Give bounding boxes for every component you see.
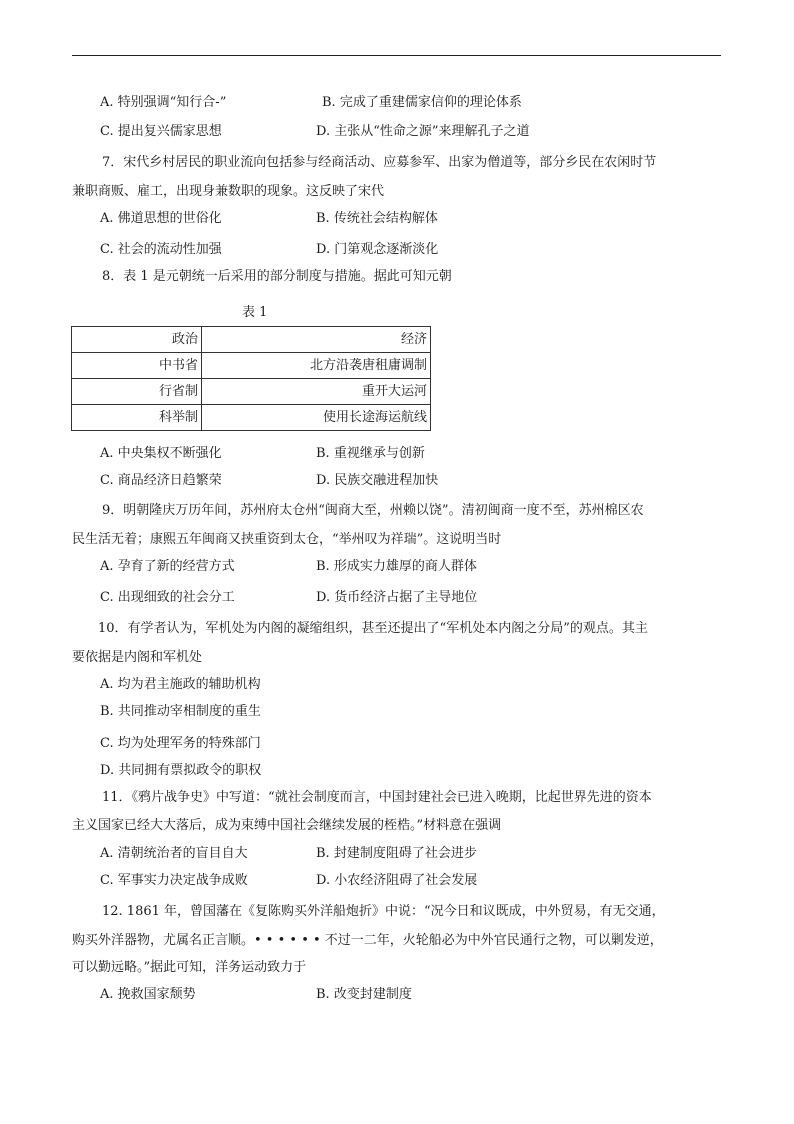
q11-stem-line2: 主义国家已经大大落后，成为束缚中国社会继续发展的桎梏。”材料意在强调: [72, 818, 502, 833]
q10-stem-line1: 10．有学者认为，军机处为内阁的凝缩组织，甚至还提出了“军机处本内阁之分局”的观点。其主: [98, 621, 648, 636]
header-rule: [72, 55, 721, 56]
q9-option-c: C. 出现细致的社会分工: [100, 590, 235, 605]
q8-stem-line1: 8．表 1 是元朝统一后采用的部分制度与措施。据此可知元朝: [102, 269, 452, 284]
q8-option-b: B. 重视继承与创新: [316, 446, 425, 461]
q12-stem-line2: 购买外洋器物，尤属名正言顺。• • • • • • 不过一二年，火轮船必为中外官民通行之物，可以剿发逆，: [72, 933, 663, 948]
q6-option-b: B. 完成了重建儒家信仰的理论体系: [322, 95, 522, 110]
q9-stem-line2: 民生活无着；康熙五年闽商又挟重资到太仓，“举州叹为祥瑞”。这说明当时: [72, 532, 502, 547]
q9-option-a: A. 孕育了新的经营方式: [100, 559, 235, 574]
table-cell: 经济: [201, 327, 430, 353]
q8-option-d: D. 民族交融进程加快: [316, 473, 439, 488]
table-cell: 使用长途海运航线: [201, 405, 430, 431]
table-row: [72, 353, 431, 379]
q11-option-a: A. 清朝统治者的盲目自大: [100, 846, 248, 861]
q9-option-b: B. 形成实力雄厚的商人群体: [316, 559, 477, 574]
q9-option-d: D. 货币经济占据了主导地位: [316, 590, 478, 605]
table-cell: 重开大运河: [201, 379, 430, 405]
q12-stem-line1: 12. 1861 年，曾国藩在《复陈购买外洋船炮折》中说：“况今日和议既成，中外贸易，有无交通，: [102, 904, 665, 919]
table-caption: 表 1: [242, 305, 268, 320]
q11-option-b: B. 封建制度阻碍了社会进步: [316, 846, 477, 861]
q12-option-b: B. 改变封建制度: [316, 987, 412, 1002]
q7-option-c: C. 社会的流动性加强: [100, 242, 222, 257]
table-row: [72, 327, 431, 353]
q10-option-a: A. 均为君主施政的辅助机构: [100, 677, 261, 692]
q7-option-b: B. 传统社会结构解体: [316, 211, 438, 226]
table-cell: 行省制: [72, 379, 202, 405]
q10-option-b: B. 共同推动宰相制度的重生: [100, 704, 261, 719]
q11-stem-line1: 11．《鸦片战争史》中写道：“就社会制度而言，中国封建社会已进入晚期，比起世界先进的资本: [102, 790, 652, 805]
q8-option-c: C. 商品经济日趋繁荣: [100, 473, 222, 488]
q7-stem-line1: 7．宋代乡村居民的职业流向包括参与经商活动、应募参军、出家为僧道等，部分乡民在农闲时节: [102, 155, 657, 170]
q6-option-a: A. 特别强调“知行合-”: [100, 95, 227, 110]
q7-option-d: D. 门第观念逐渐淡化: [316, 242, 439, 257]
q11-option-c: C. 军事实力决定战争成败: [100, 873, 248, 888]
institutions-table: [71, 326, 431, 431]
q6-option-c: C. 提出复兴儒家思想: [100, 124, 222, 139]
q7-option-a: A. 佛道思想的世俗化: [100, 211, 222, 226]
q12-option-a: A. 挽救国家颓势: [100, 987, 196, 1002]
table-cell: 政治: [72, 327, 202, 353]
q10-stem-line2: 要依据是内阁和军机处: [72, 650, 203, 665]
table-cell: 北方沿袭唐租庸调制: [201, 353, 430, 379]
table-cell: 中书省: [72, 353, 202, 379]
q6-option-d: D. 主张从“性命之源”来理解孔子之道: [316, 124, 530, 139]
q11-option-d: D. 小农经济阻碍了社会发展: [316, 873, 478, 888]
table-row: [72, 405, 431, 431]
q10-option-c: C. 均为处理军务的特殊部门: [100, 736, 261, 751]
q7-stem-line2: 兼职商贩、雇工，出现身兼数职的现象。这反映了宋代: [72, 184, 385, 199]
table-cell: 科举制: [72, 405, 202, 431]
table-row: [72, 379, 431, 405]
q9-stem-line1: 9．明朝隆庆万历年间，苏州府太仓州“闽商大至，州赖以饶”。清初闽商一度不至，苏州棉区农: [102, 503, 644, 518]
q10-option-d: D. 共同拥有票拟政令的职权: [100, 763, 262, 778]
q12-stem-line3: 可以勤远略。”据此可知，洋务运动致力于: [72, 960, 307, 975]
q8-option-a: A. 中央集权不断强化: [100, 446, 222, 461]
